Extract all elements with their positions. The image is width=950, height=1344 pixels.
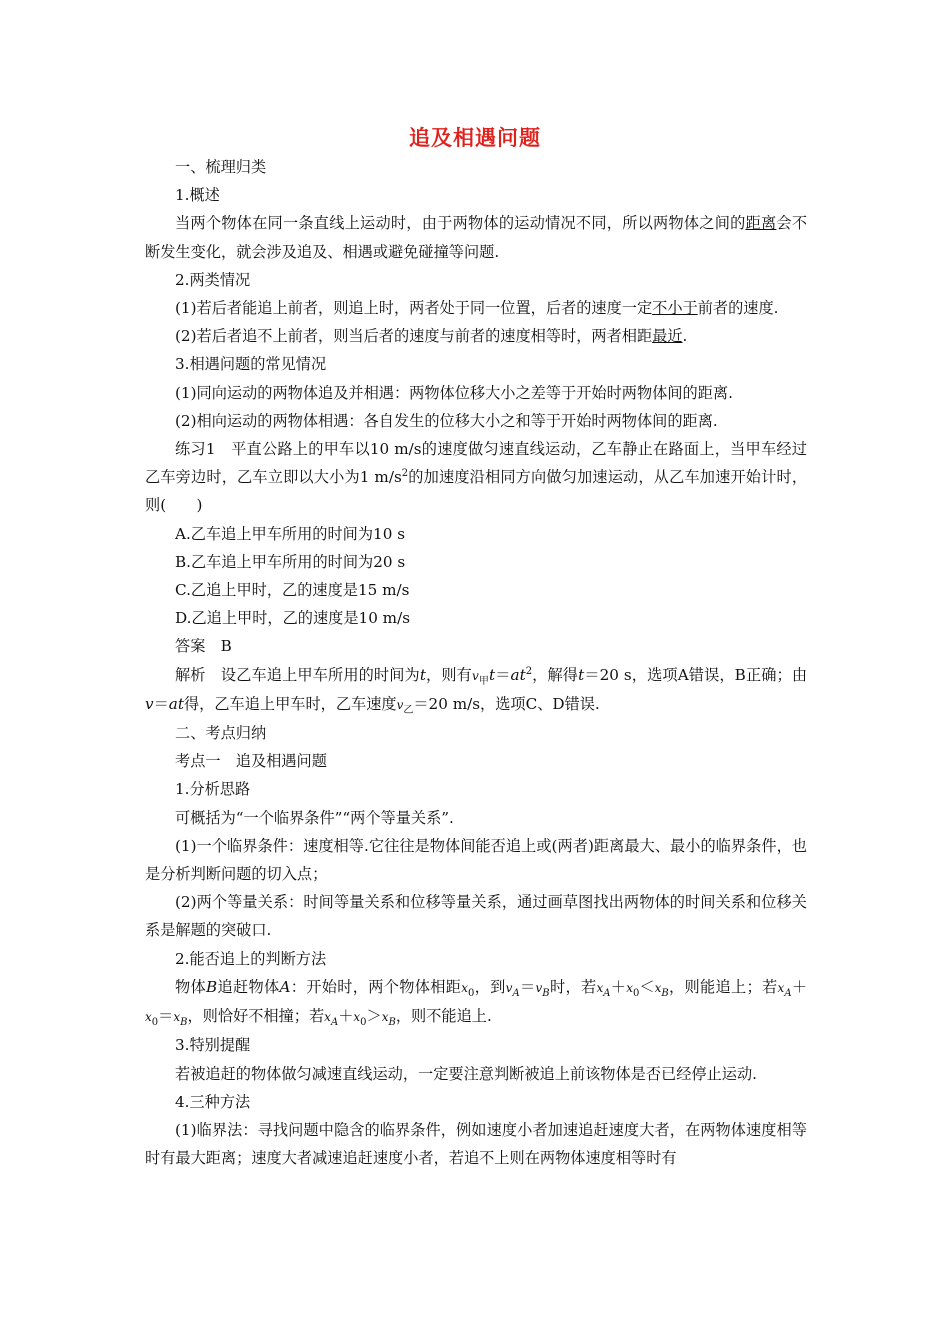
subheading: 3.特别提醒 xyxy=(175,1036,251,1055)
subheading: 2.两类情况 xyxy=(175,270,251,289)
solution: 解析 设乙车追上甲车所用的时间为t，则有$v_甲t=at^2$，解得t＝20 s，选项A错误，B正确；由v＝at得，乙车追上甲车时，乙车速度$v_乙=20$ m/s，选项C、D错误. xyxy=(145,665,808,716)
underlined-term: 不小于 xyxy=(652,299,698,318)
option-d: D.乙追上甲时，乙的速度是10 m/s xyxy=(175,609,410,628)
subheading: 2.能否追上的判断方法 xyxy=(175,949,327,968)
paragraph: (1)同向运动的两物体追及并相遇：两物体位移大小之差等于开始时两物体间的距离. xyxy=(175,383,733,402)
subheading: 3.相遇问题的常见情况 xyxy=(175,355,327,374)
underlined-term: 距离 xyxy=(745,214,777,233)
paragraph: (1)临界法：寻找问题中隐含的临界条件，例如速度小者加速追赶速度大者，在两物体速度相等时有最大距离；速度大者减速追赶速度小者，若追不上则在两物体速度相等时有 xyxy=(145,1120,807,1168)
option-a: A.乙车追上甲车所用的时间为10 s xyxy=(175,524,405,543)
section-heading: 一、梳理归类 xyxy=(175,158,267,176)
paragraph: (2)相向运动的两物体相遇：各自发生的位移大小之和等于开始时两物体间的距离. xyxy=(175,411,718,430)
paragraph: (1)若后者能追上前者，则追上时，两者处于同一位置，后者的速度一定不小于前者的速度. xyxy=(175,299,779,318)
section-heading: 二、考点归纳 xyxy=(175,724,267,743)
exercise-question: 练习1 平直公路上的甲车以10 m/s的速度做匀速直线运动，乙车静止在路面上，当甲车经过乙车旁边时，乙车立即以大小为1 $m/s^2$的加速度沿相同方向做匀加速运动，从乙车加速开始计时，则( ) xyxy=(145,440,808,515)
paragraph: 若被追赶的物体做匀减速直线运动，一定要注意判断被追上前该物体是否已经停止运动. xyxy=(175,1064,757,1083)
document-body xyxy=(145,153,807,1172)
subheading: 4.三种方法 xyxy=(175,1092,251,1111)
subheading: 考点一 追及相遇问题 xyxy=(175,752,327,771)
answer: 答案 B xyxy=(175,637,232,656)
paragraph: (2)若后者追不上前者，则当后者的速度与前者的速度相等时，两者相距最近. xyxy=(175,327,688,346)
paragraph: 物体B追赶物体A：开始时，两个物体相距$x_0$，到$v_A=v_B$时，若$x_A+x_0<x_B$，则能追上；若$x_A+x_0=x_B$，则恰好不相撞；若$x_A+x_0>x_B$，则不能追上. xyxy=(145,977,808,1029)
underlined-term: 最近 xyxy=(652,327,683,346)
paragraph: (1)一个临界条件：速度相等.它往往是物体间能否追上或(两者)距离最大、最小的临界条件，也是分析判断问题的切入点； xyxy=(145,836,807,884)
page-title: 追及相遇问题 xyxy=(409,126,541,150)
paragraph: (2)两个等量关系：时间等量关系和位移等量关系，通过画草图找出两物体的时间关系和位移关系是解题的突破口. xyxy=(145,893,807,940)
subheading: 1.概述 xyxy=(175,186,220,205)
subheading: 1.分析思路 xyxy=(175,780,251,799)
paragraph: 可概括为“一个临界条件”“两个等量关系”. xyxy=(175,808,454,827)
option-c: C.乙追上甲时，乙的速度是15 m/s xyxy=(175,581,410,600)
option-b: B.乙车追上甲车所用的时间为20 s xyxy=(175,552,406,571)
paragraph: 当两个物体在同一条直线上运动时，由于两物体的运动情况不同，所以两物体之间的距离会不断发生变化，就会涉及追及、相遇或避免碰撞等问题. xyxy=(145,214,808,261)
